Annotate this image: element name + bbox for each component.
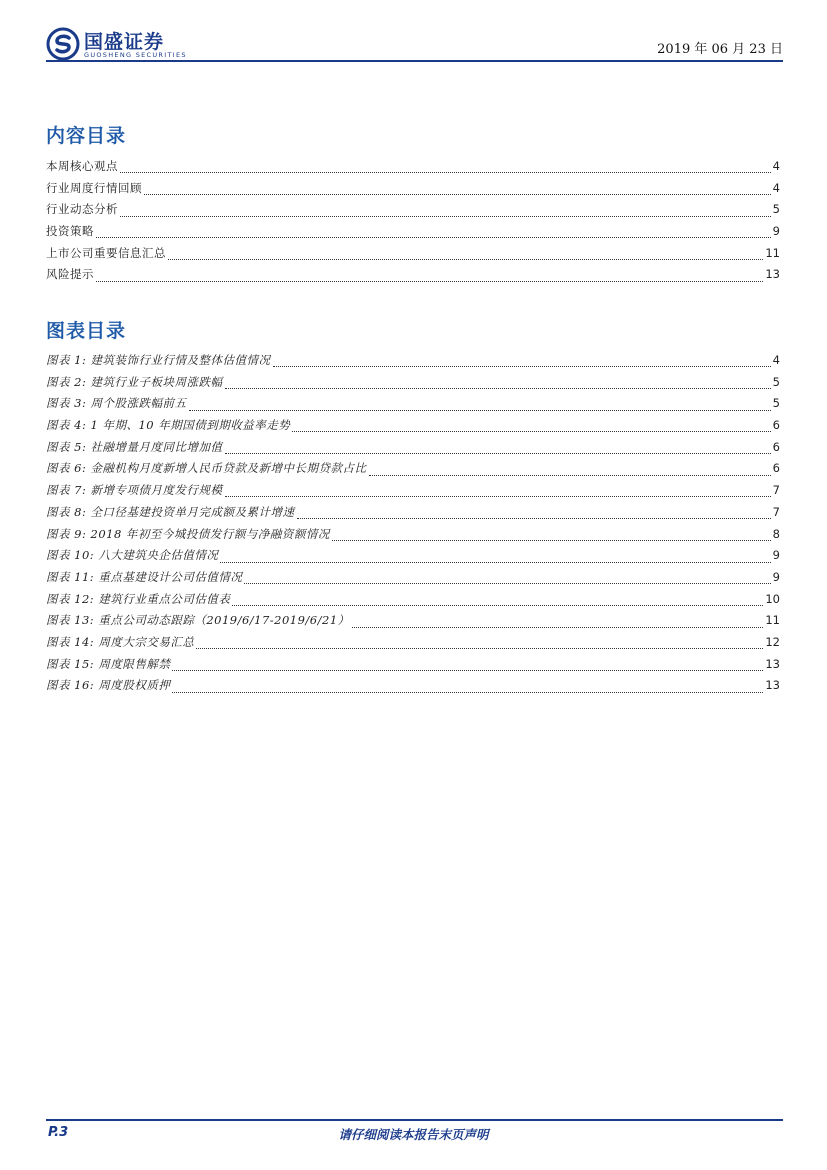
toc-entry-page: 13 [765, 678, 780, 693]
toc-entry-label: 图表 15: 周度限售解禁 [46, 656, 171, 671]
toc-entry[interactable] [46, 158, 780, 180]
toc-entry-page: 7 [772, 483, 780, 498]
toc-entry[interactable] [46, 504, 780, 526]
toc-entry-page: 9 [772, 548, 780, 563]
toc-entry-label: 图表 16: 周度股权质押 [46, 678, 171, 693]
toc-entry-label: 图表 11: 重点基建设计公司估值情况 [46, 569, 243, 584]
toc-entry-page: 11 [765, 613, 780, 628]
toc-leader-dots [332, 540, 771, 541]
toc-entry-page: 4 [772, 180, 780, 195]
toc-entry-label: 图表 7: 新增专项债月度发行规模 [46, 483, 223, 498]
toc-entry-label: 图表 1: 建筑装饰行业行情及整体估值情况 [46, 353, 271, 367]
toc-leader-dots [225, 496, 771, 497]
toc-entry-label: 图表 10: 八大建筑央企估值情况 [46, 548, 219, 563]
toc-entry[interactable] [46, 547, 780, 569]
toc-entry-page: 11 [765, 245, 780, 260]
logo-text-cn: 国盛证券 [84, 31, 165, 53]
toc-leader-dots [220, 562, 770, 563]
header-rule [46, 60, 783, 62]
toc-entry-label: 图表 3: 周个股涨跌幅前五 [46, 396, 187, 411]
toc-entry-page: 5 [772, 202, 780, 217]
toc-entry[interactable] [46, 180, 780, 202]
toc-entry-page: 12 [765, 634, 780, 649]
toc-leader-dots [96, 237, 771, 238]
toc-entry-label: 图表 13: 重点公司动态跟踪（2019/6/17-2019/6/21） [46, 613, 350, 628]
toc-entry[interactable] [46, 591, 780, 613]
toc-entry-label: 图表 6: 金融机构月度新增人民币贷款及新增中长期贷款占比 [46, 461, 367, 476]
toc-entry[interactable] [46, 417, 780, 439]
toc-leader-dots [273, 366, 771, 367]
logo-text-en: GUOSHENG SECURITIES [84, 51, 187, 59]
footer-rule [46, 1119, 783, 1121]
toc-entry[interactable] [46, 634, 780, 656]
toc-entry[interactable] [46, 439, 780, 461]
toc-entry-page: 5 [772, 396, 780, 411]
toc-entry-label: 投资策略 [46, 224, 94, 239]
toc-entry[interactable] [46, 482, 780, 504]
toc-entry[interactable] [46, 612, 780, 634]
toc-entry[interactable] [46, 569, 780, 591]
toc-entry-page: 9 [772, 569, 780, 584]
page-number: P.3 [48, 1125, 69, 1140]
toc-entry[interactable] [46, 656, 780, 678]
toc-entry-label: 图表 9: 2018 年初至今城投债发行额与净融资额情况 [46, 526, 330, 541]
figures-title: 图表目录 [46, 320, 127, 342]
footer-disclaimer: 请仔细阅读本报告末页声明 [338, 1127, 489, 1142]
toc-entry[interactable] [46, 223, 780, 245]
toc-leader-dots [172, 670, 763, 671]
toc-entry-label: 行业动态分析 [46, 202, 118, 217]
toc-entry-page: 13 [765, 267, 780, 282]
toc-entry-page: 8 [772, 526, 780, 541]
toc-entry-label: 图表 12: 建筑行业重点公司估值表 [46, 591, 231, 606]
toc-entry-label: 图表 4: 1 年期、10 年期国债到期收益率走势 [46, 418, 291, 433]
toc-entry-label: 图表 5: 社融增量月度同比增加值 [46, 439, 223, 454]
toc-entry[interactable] [46, 201, 780, 223]
toc-leader-dots [292, 431, 770, 432]
toc-leader-dots [96, 281, 763, 282]
toc-entry-page: 6 [772, 418, 780, 433]
toc-leader-dots [168, 259, 763, 260]
toc-entry[interactable] [46, 374, 780, 396]
toc-entry[interactable] [46, 266, 780, 288]
toc-entry-page: 6 [772, 439, 780, 454]
logo-mark-icon [46, 27, 80, 61]
toc-entry-label: 行业周度行情回顾 [46, 180, 142, 195]
toc-entry-label: 风险提示 [46, 267, 94, 282]
toc-entry[interactable] [46, 352, 780, 374]
toc-entry-page: 6 [772, 461, 780, 476]
toc-leader-dots [196, 648, 763, 649]
toc-entry[interactable] [46, 245, 780, 267]
toc-entry-label: 图表 2: 建筑行业子板块周涨跌幅 [46, 374, 223, 389]
toc-entry-page: 10 [765, 591, 780, 606]
toc-entry-page: 5 [772, 374, 780, 389]
toc-entry-page: 13 [765, 656, 780, 671]
toc-leader-dots [225, 388, 771, 389]
toc-entry-page: 4 [772, 353, 780, 367]
toc-entry-label: 图表 8: 全口径基建投资单月完成额及累计增速 [46, 504, 295, 519]
toc-leader-dots [120, 216, 771, 217]
toc-entry-page: 4 [772, 159, 780, 173]
toc-leader-dots [172, 692, 763, 693]
figures-list [46, 352, 780, 699]
toc-entry[interactable] [46, 460, 780, 482]
toc-leader-dots [352, 627, 764, 628]
toc-entry-label: 上市公司重要信息汇总 [46, 245, 166, 260]
report-date: 2019 年 06 月 23 日 [657, 42, 783, 57]
contents-list [46, 158, 780, 288]
page-header [46, 26, 783, 62]
toc-entry-label: 本周核心观点 [46, 159, 118, 173]
contents-title: 内容目录 [46, 125, 127, 147]
toc-entry[interactable] [46, 526, 780, 548]
toc-entry-page: 7 [772, 504, 780, 519]
toc-leader-dots [369, 475, 771, 476]
toc-leader-dots [297, 518, 771, 519]
toc-leader-dots [120, 172, 771, 173]
toc-leader-dots [244, 583, 770, 584]
toc-entry[interactable] [46, 677, 780, 699]
toc-leader-dots [144, 194, 771, 195]
toc-entry[interactable] [46, 395, 780, 417]
toc-entry-page: 9 [772, 224, 780, 239]
toc-leader-dots [225, 453, 771, 454]
toc-leader-dots [189, 410, 771, 411]
toc-entry-label: 图表 14: 周度大宗交易汇总 [46, 634, 195, 649]
toc-leader-dots [232, 605, 763, 606]
